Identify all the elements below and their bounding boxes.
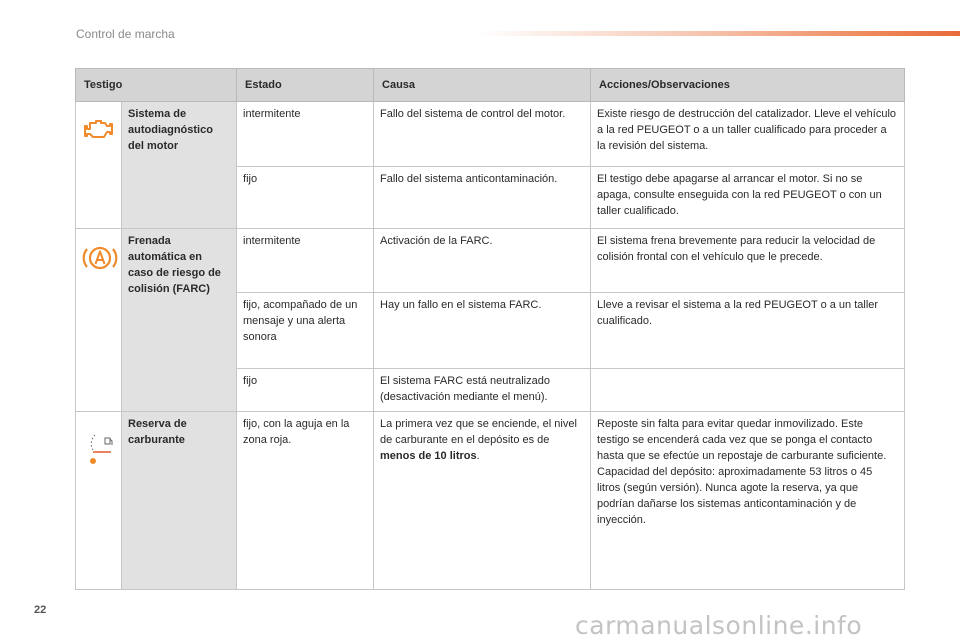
acciones-cell: Lleve a revisar el sistema a la red PEUGEOT o a un taller cualificado. xyxy=(591,293,905,369)
causa-cell xyxy=(374,412,591,590)
page-header-title: Control de marcha xyxy=(76,27,175,41)
indicator-name: Frenada automática en caso de riesgo de colisión (FARC) xyxy=(128,235,221,295)
icon-cell xyxy=(76,412,122,590)
acciones-cell: El sistema frena brevemente para reducir la velocidad de colisión frontal con el vehículo que le precede. xyxy=(591,229,905,293)
causa-cell: Activación de la FARC. xyxy=(374,229,591,293)
icon-cell xyxy=(76,102,122,229)
warning-lights-table xyxy=(75,68,905,590)
estado-cell: fijo xyxy=(237,369,374,412)
acciones-cell: Existe riesgo de destrucción del catalizador. Lleve el vehículo a la red PEUGEOT o a un taller cualificado para proceder a la revisión del sistema. xyxy=(591,102,905,167)
engine-warning-icon xyxy=(82,118,113,140)
column-header-estado: Estado xyxy=(237,69,374,102)
column-header-acciones: Acciones/Observaciones xyxy=(591,69,905,102)
acciones-cell: El testigo debe apagarse al arrancar el motor. Si no se apaga, consulte enseguida con la red PEUGEOT o con un taller cualificado. xyxy=(591,167,905,229)
icon-cell xyxy=(76,229,122,412)
estado-cell: intermitente xyxy=(237,102,374,167)
table-row xyxy=(76,102,905,167)
estado-cell: fijo, acompañado de un mensaje y una alerta sonora xyxy=(237,293,374,369)
page-number: 22 xyxy=(34,604,47,616)
causa-end-text: . xyxy=(476,450,480,462)
watermark-text: carmanualsonline.info xyxy=(575,611,863,640)
indicator-name-cell xyxy=(122,102,237,229)
causa-cell: Fallo del sistema anticontaminación. xyxy=(374,167,591,229)
indicator-name-cell xyxy=(122,412,237,590)
column-header-causa: Causa xyxy=(374,69,591,102)
indicator-name-cell xyxy=(122,229,237,412)
estado-cell: fijo xyxy=(237,167,374,229)
causa-cell: Fallo del sistema de control del motor. xyxy=(374,102,591,167)
automatic-braking-icon xyxy=(82,243,113,273)
table-row xyxy=(76,412,905,590)
indicator-name: Sistema de autodiagnóstico del motor xyxy=(128,108,213,152)
acciones-cell xyxy=(591,369,905,412)
causa-text: La primera vez que se enciende, el nivel de carburante en el depósito es de xyxy=(380,418,577,446)
causa-cell: El sistema FARC está neutralizado (desactivación mediante el menú). xyxy=(374,369,591,412)
table-header-row xyxy=(76,69,905,102)
acciones-cell: Reposte sin falta para evitar quedar inmovilizado. Este testigo se encenderá cada vez que se ponga el contacto hasta que se efectúe un repostaje de carburante suficiente. Capacidad del depósito: aproximadamente 53 litros o 45 litros (según versión). Nunca agote la reserva, ya que podrían dañarse los sistemas anticontaminación y de inyección. xyxy=(591,412,905,590)
estado-cell: intermitente xyxy=(237,229,374,293)
causa-bold-text: menos de 10 litros xyxy=(380,450,477,462)
indicator-name: Reserva de carburante xyxy=(128,418,187,446)
table-row xyxy=(76,229,905,293)
estado-cell: fijo, con la aguja en la zona roja. xyxy=(237,412,374,590)
fuel-gauge-icon xyxy=(82,426,113,466)
header-accent-bar xyxy=(478,31,960,36)
causa-cell: Hay un fallo en el sistema FARC. xyxy=(374,293,591,369)
column-header-testigo: Testigo xyxy=(76,69,237,102)
